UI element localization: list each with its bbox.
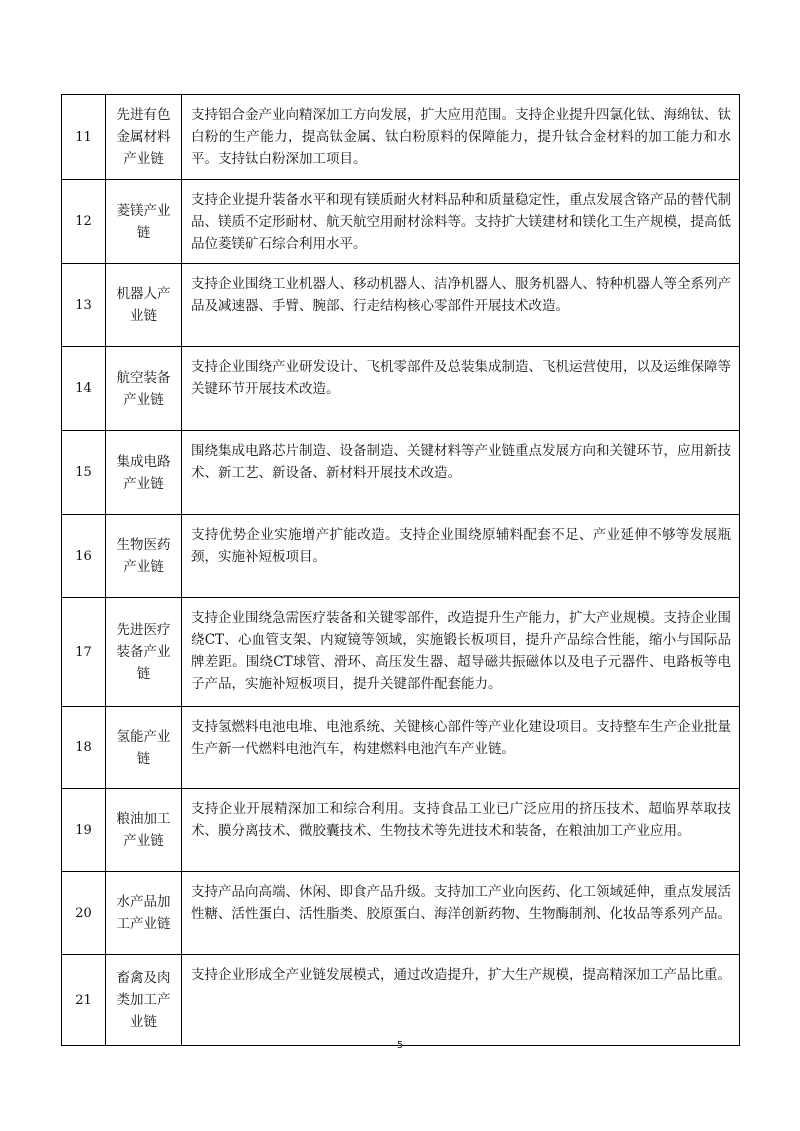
table-row <box>62 347 740 431</box>
chain-name: 先进医疗装备产业链 <box>106 598 182 707</box>
chain-name: 先进有色金属材料产业链 <box>106 95 182 180</box>
chain-description <box>182 180 740 264</box>
description-text: 支持企业围绕急需医疗装备和关键零部件，改造提升生产能力，扩大产业规模。支持企业围绕CT、心血管支架、内窥镜等领域，实施锻长板项目，提升产品综合性能，缩小与国际品牌差距。围绕CT球管、滑环、高压发生器、超导磁共振磁体以及电子元器件、电路板等电子产品，实施补短板项目，提升关键部件配套能力。 <box>191 610 731 692</box>
chain-name: 水产品加工产业链 <box>106 872 182 955</box>
chain-name: 生物医药产业链 <box>106 515 182 598</box>
industry-chain-table <box>61 94 740 1046</box>
chain-description <box>182 707 740 789</box>
description-text: 支持企业提升装备水平和现有镁质耐火材料品种和质量稳定性，重点发展含铬产品的替代制品、镁质不定形耐材、航天航空用耐材涂料等。支持扩大镁建材和镁化工生产规模，提高低品位菱镁矿石综合利用水平。 <box>191 192 731 252</box>
description-text: 支持优势企业实施增产扩能改造。支持企业围绕原辅料配套不足、产业延伸不够等发展瓶颈，实施补短板项目。 <box>191 527 731 565</box>
chain-description <box>182 789 740 872</box>
table-row <box>62 707 740 789</box>
description-text: 支持企业围绕工业机器人、移动机器人、洁净机器人、服务机器人、特种机器人等全系列产品及减速器、手臂、腕部、行走结构核心零部件开展技术改造。 <box>191 276 731 314</box>
chain-name: 粮油加工产业链 <box>106 789 182 872</box>
description-text: 支持产品向高端、休闲、即食产品升级。支持加工产业向医药、化工领域延伸，重点发展活性糖、活性蛋白、活性脂类、胶原蛋白、海洋创新药物、生物酶制剂、化妆品等系列产品。 <box>191 884 731 922</box>
chain-description <box>182 515 740 598</box>
chain-description <box>182 347 740 431</box>
chain-description <box>182 95 740 180</box>
chain-name: 集成电路产业链 <box>106 431 182 515</box>
row-number: 18 <box>62 707 106 789</box>
description-text: 围绕集成电路芯片制造、设备制造、关键材料等产业链重点发展方向和关键环节，应用新技术、新工艺、新设备、新材料开展技术改造。 <box>191 443 731 481</box>
table-row <box>62 180 740 264</box>
table-row <box>62 955 740 1046</box>
table-row <box>62 264 740 347</box>
table-row <box>62 431 740 515</box>
table-row <box>62 789 740 872</box>
chain-name: 机器人产业链 <box>106 264 182 347</box>
row-number: 16 <box>62 515 106 598</box>
row-number: 20 <box>62 872 106 955</box>
table-row <box>62 95 740 180</box>
description-text: 支持企业围绕产业研发设计、飞机零部件及总装集成制造、飞机运营使用，以及运维保障等关键环节开展技术改造。 <box>191 359 731 397</box>
table-row <box>62 515 740 598</box>
chain-description <box>182 872 740 955</box>
table-row <box>62 872 740 955</box>
row-number: 11 <box>62 95 106 180</box>
description-text: 支持铝合金产业向精深加工方向发展，扩大应用范围。支持企业提升四氯化钛、海绵钛、钛白粉的生产能力，提高钛金属、钛白粉原料的保障能力，提升钛合金材料的加工能力和水平。支持钛白粉深加工项目。 <box>191 107 731 167</box>
description-text: 支持氢燃料电池电堆、电池系统、关键核心部件等产业化建设项目。支持整车生产企业批量生产新一代燃料电池汽车，构建燃料电池汽车产业链。 <box>191 719 731 757</box>
chain-name: 畜禽及肉类加工产业链 <box>106 955 182 1046</box>
table-row <box>62 598 740 707</box>
chain-name: 菱镁产业链 <box>106 180 182 264</box>
row-number: 17 <box>62 598 106 707</box>
row-number: 12 <box>62 180 106 264</box>
row-number: 13 <box>62 264 106 347</box>
chain-name: 氢能产业链 <box>106 707 182 789</box>
chain-name: 航空装备产业链 <box>106 347 182 431</box>
page-number: 5 <box>396 1040 404 1051</box>
chain-description <box>182 955 740 1046</box>
row-number: 19 <box>62 789 106 872</box>
chain-description <box>182 598 740 707</box>
chain-description <box>182 264 740 347</box>
row-number: 21 <box>62 955 106 1046</box>
description-text: 支持企业开展精深加工和综合利用。支持食品工业已广泛应用的挤压技术、超临界萃取技术、膜分离技术、微胶囊技术、生物技术等先进技术和装备，在粮油加工产业应用。 <box>191 801 731 839</box>
row-number: 14 <box>62 347 106 431</box>
chain-description <box>182 431 740 515</box>
row-number: 15 <box>62 431 106 515</box>
description-text: 支持企业形成全产业链发展模式，通过改造提升，扩大生产规模，提高精深加工产品比重。 <box>191 967 731 983</box>
